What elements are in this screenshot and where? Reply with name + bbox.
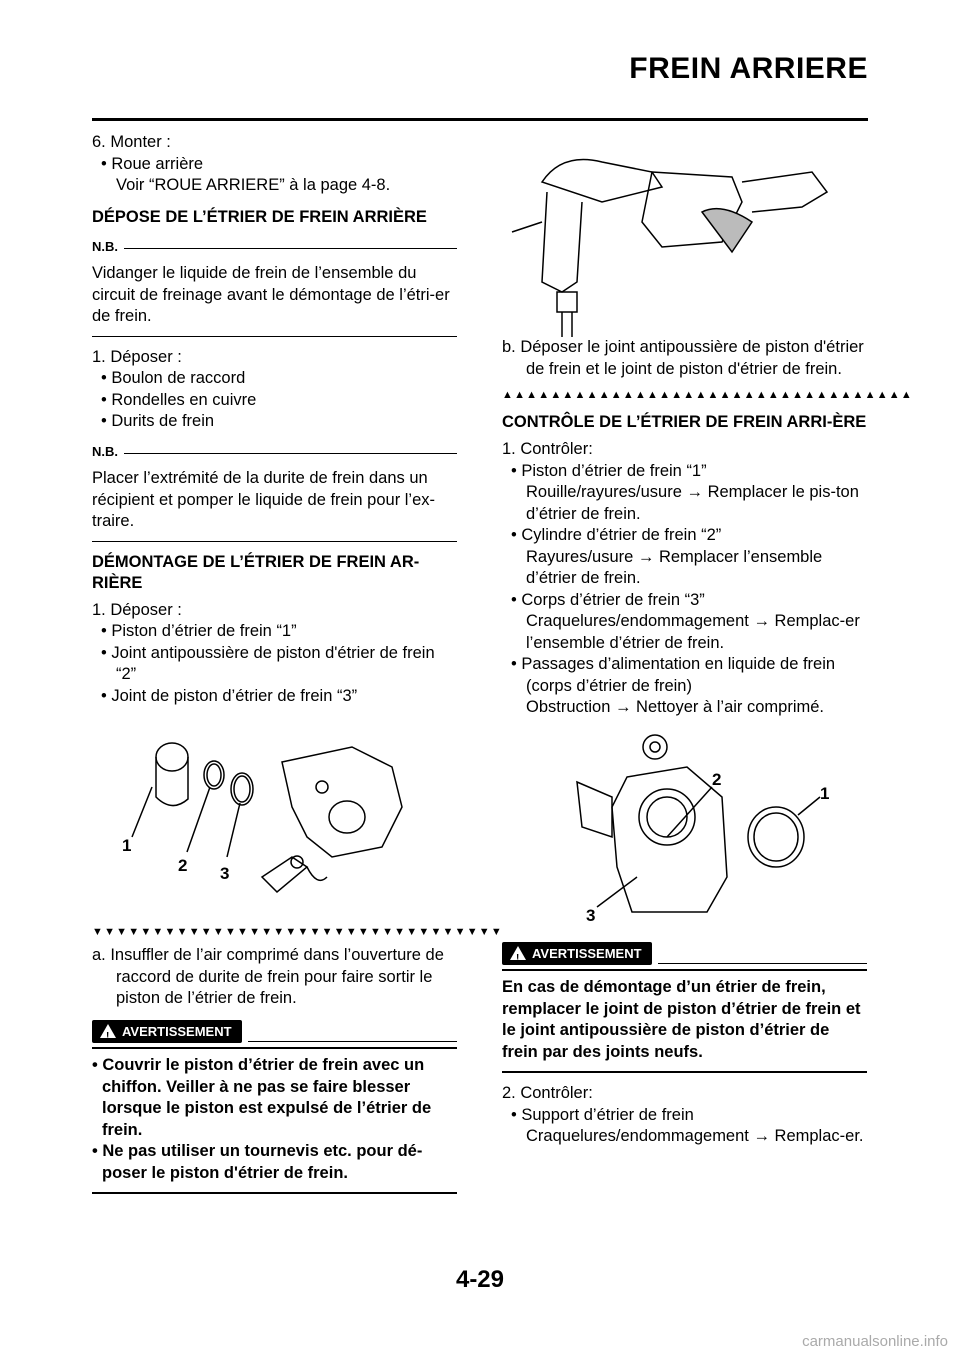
nb-label: N.B. xyxy=(92,238,118,254)
nb-end-rule xyxy=(92,541,457,542)
warning-icon: ! xyxy=(510,946,526,960)
caliper-inspection-drawing xyxy=(502,727,867,932)
heading-depose: DÉPOSE DE L’ÉTRIER DE FREIN ARRIÈRE xyxy=(92,207,427,226)
step-6: 6. Monter : xyxy=(92,133,171,151)
figure-label-3: 3 xyxy=(220,864,230,883)
check-item: • Cylindre d’étrier de frein “2” xyxy=(511,526,722,544)
step-b: b. Déposer le joint antipoussière de piston d'étrier de frein et le joint de piston d'étrier de frein. xyxy=(502,338,864,378)
step-6-item: • Roue arrière xyxy=(101,154,204,173)
up-triangle-divider: ▲▲▲▲▲▲▲▲▲▲▲▲▲▲▲▲▲▲▲▲▲▲▲▲▲▲▲▲▲▲▲▲▲▲ xyxy=(502,389,913,401)
warning-end-rule xyxy=(502,1071,867,1073)
air-gun-drawing xyxy=(502,132,867,337)
warning-body xyxy=(92,1047,457,1184)
figure-label-2: 2 xyxy=(712,769,722,789)
check-detail: (corps d’étrier de frein) xyxy=(526,676,692,695)
nb-end-rule xyxy=(92,336,457,337)
step-1-controle: 1. Contrôler: xyxy=(502,440,593,458)
nb-text: Vidanger le liquide de frein de l’ensemble du circuit de freinage avant le démontage de l’étri-er de frein. xyxy=(92,264,450,325)
heading-demontage: DÉMONTAGE DE L’ÉTRIER DE FREIN AR-RIÈRE xyxy=(92,552,420,592)
list-item: • Boulon de raccord xyxy=(101,369,246,387)
list-item: • Joint de piston d’étrier de frein “3” xyxy=(101,686,358,705)
header-rule xyxy=(92,118,868,121)
step-2-item: • Support d’étrier de frein xyxy=(511,1105,694,1124)
list-item: • Rondelles en cuivre xyxy=(101,390,257,409)
warning-badge xyxy=(92,1020,242,1044)
warning-end-rule xyxy=(92,1192,457,1194)
caliper-exploded-figure xyxy=(92,717,457,917)
air-gun-figure xyxy=(502,132,867,337)
warning-label: AVERTISSEMENT xyxy=(122,1023,232,1039)
figure-label-1: 1 xyxy=(122,836,132,855)
warning-item: • Couvrir le piston d’étrier de frein avec un chiffon. Veiller à ne pas se faire blesser lorsque le piston est expulsé de l’étrier de frein. xyxy=(92,1056,432,1139)
nb-header xyxy=(92,236,457,258)
check-detail: Craquelures/endommagement → Remplac-er l’ensemble d’étrier de frein. xyxy=(526,612,860,652)
left-column xyxy=(92,132,503,1204)
step-1b: 1. Déposer : xyxy=(92,600,182,619)
step-6-reference: Voir “ROUE ARRIERE” à la page 4-8. xyxy=(116,176,391,194)
page-header-title: FREIN ARRIERE xyxy=(629,52,868,85)
check-item: • Corps d’étrier de frein “3” xyxy=(511,590,705,609)
nb-label: N.B. xyxy=(92,443,118,459)
step-2-detail: Craquelures/endommagement → Remplac-er. xyxy=(526,1127,864,1145)
check-item: • Piston d’étrier de frein “1” xyxy=(511,461,707,480)
caliper-drawing xyxy=(92,717,457,917)
figure-label-3: 3 xyxy=(586,905,596,925)
down-triangle-divider: ▼▼▼▼▼▼▼▼▼▼▼▼▼▼▼▼▼▼▼▼▼▼▼▼▼▼▼▼▼▼▼▼▼▼ xyxy=(92,926,503,938)
list-item: “2” xyxy=(116,665,137,683)
warning-body xyxy=(502,969,867,1063)
step-a: a. Insuffler de l’air comprimé dans l’ouverture de raccord de durite de frein pour faire sortir le piston de l’étrier de frein. xyxy=(92,946,444,1007)
warning-header xyxy=(92,1020,457,1044)
check-detail: Rayures/usure → Remplacer l’ensemble d’étrier de frein. xyxy=(526,547,823,587)
figure-label-2: 2 xyxy=(178,856,188,875)
check-detail: Rouille/rayures/usure → Remplacer le pis-ton d’étrier de frein. xyxy=(526,483,859,523)
page-number: 4-29 xyxy=(455,1266,505,1293)
warning-header xyxy=(502,942,867,966)
watermark: carmanualsonline.info xyxy=(802,1333,948,1350)
caliper-inspection-figure xyxy=(502,727,867,932)
list-item: • Joint antipoussière de piston d'étrier de frein xyxy=(101,643,435,662)
right-column xyxy=(502,132,913,1148)
figure-label-1: 1 xyxy=(820,783,830,803)
warning-label: AVERTISSEMENT xyxy=(532,945,642,961)
heading-controle: CONTRÔLE DE L’ÉTRIER DE FREIN ARRI-ÈRE xyxy=(502,413,867,431)
warning-icon: ! xyxy=(100,1024,116,1038)
list-item: • Durits de frein xyxy=(101,412,215,430)
warning-item: • Ne pas utiliser un tournevis etc. pour dé-poser le piston d'étrier de frein. xyxy=(92,1142,423,1182)
check-item: • Passages d’alimentation en liquide de frein xyxy=(511,655,836,673)
list-item: • Piston d’étrier de frein “1” xyxy=(101,622,297,640)
nb-header xyxy=(92,441,457,463)
check-detail: Obstruction → Nettoyer à l’air comprimé. xyxy=(526,698,825,716)
nb-text: Placer l’extrémité de la durite de frein dans un récipient et pomper le liquide de frein pour l’ex-traire. xyxy=(92,469,436,530)
warning-text: En cas de démontage d’un étrier de frein, remplacer le joint de piston d’étrier de frein et le joint antipoussière de piston d’étrier de frein par des joints neufs. xyxy=(502,978,861,1061)
step-2: 2. Contrôler: xyxy=(502,1084,593,1102)
warning-badge xyxy=(502,942,652,966)
step-1: 1. Déposer : xyxy=(92,347,182,366)
